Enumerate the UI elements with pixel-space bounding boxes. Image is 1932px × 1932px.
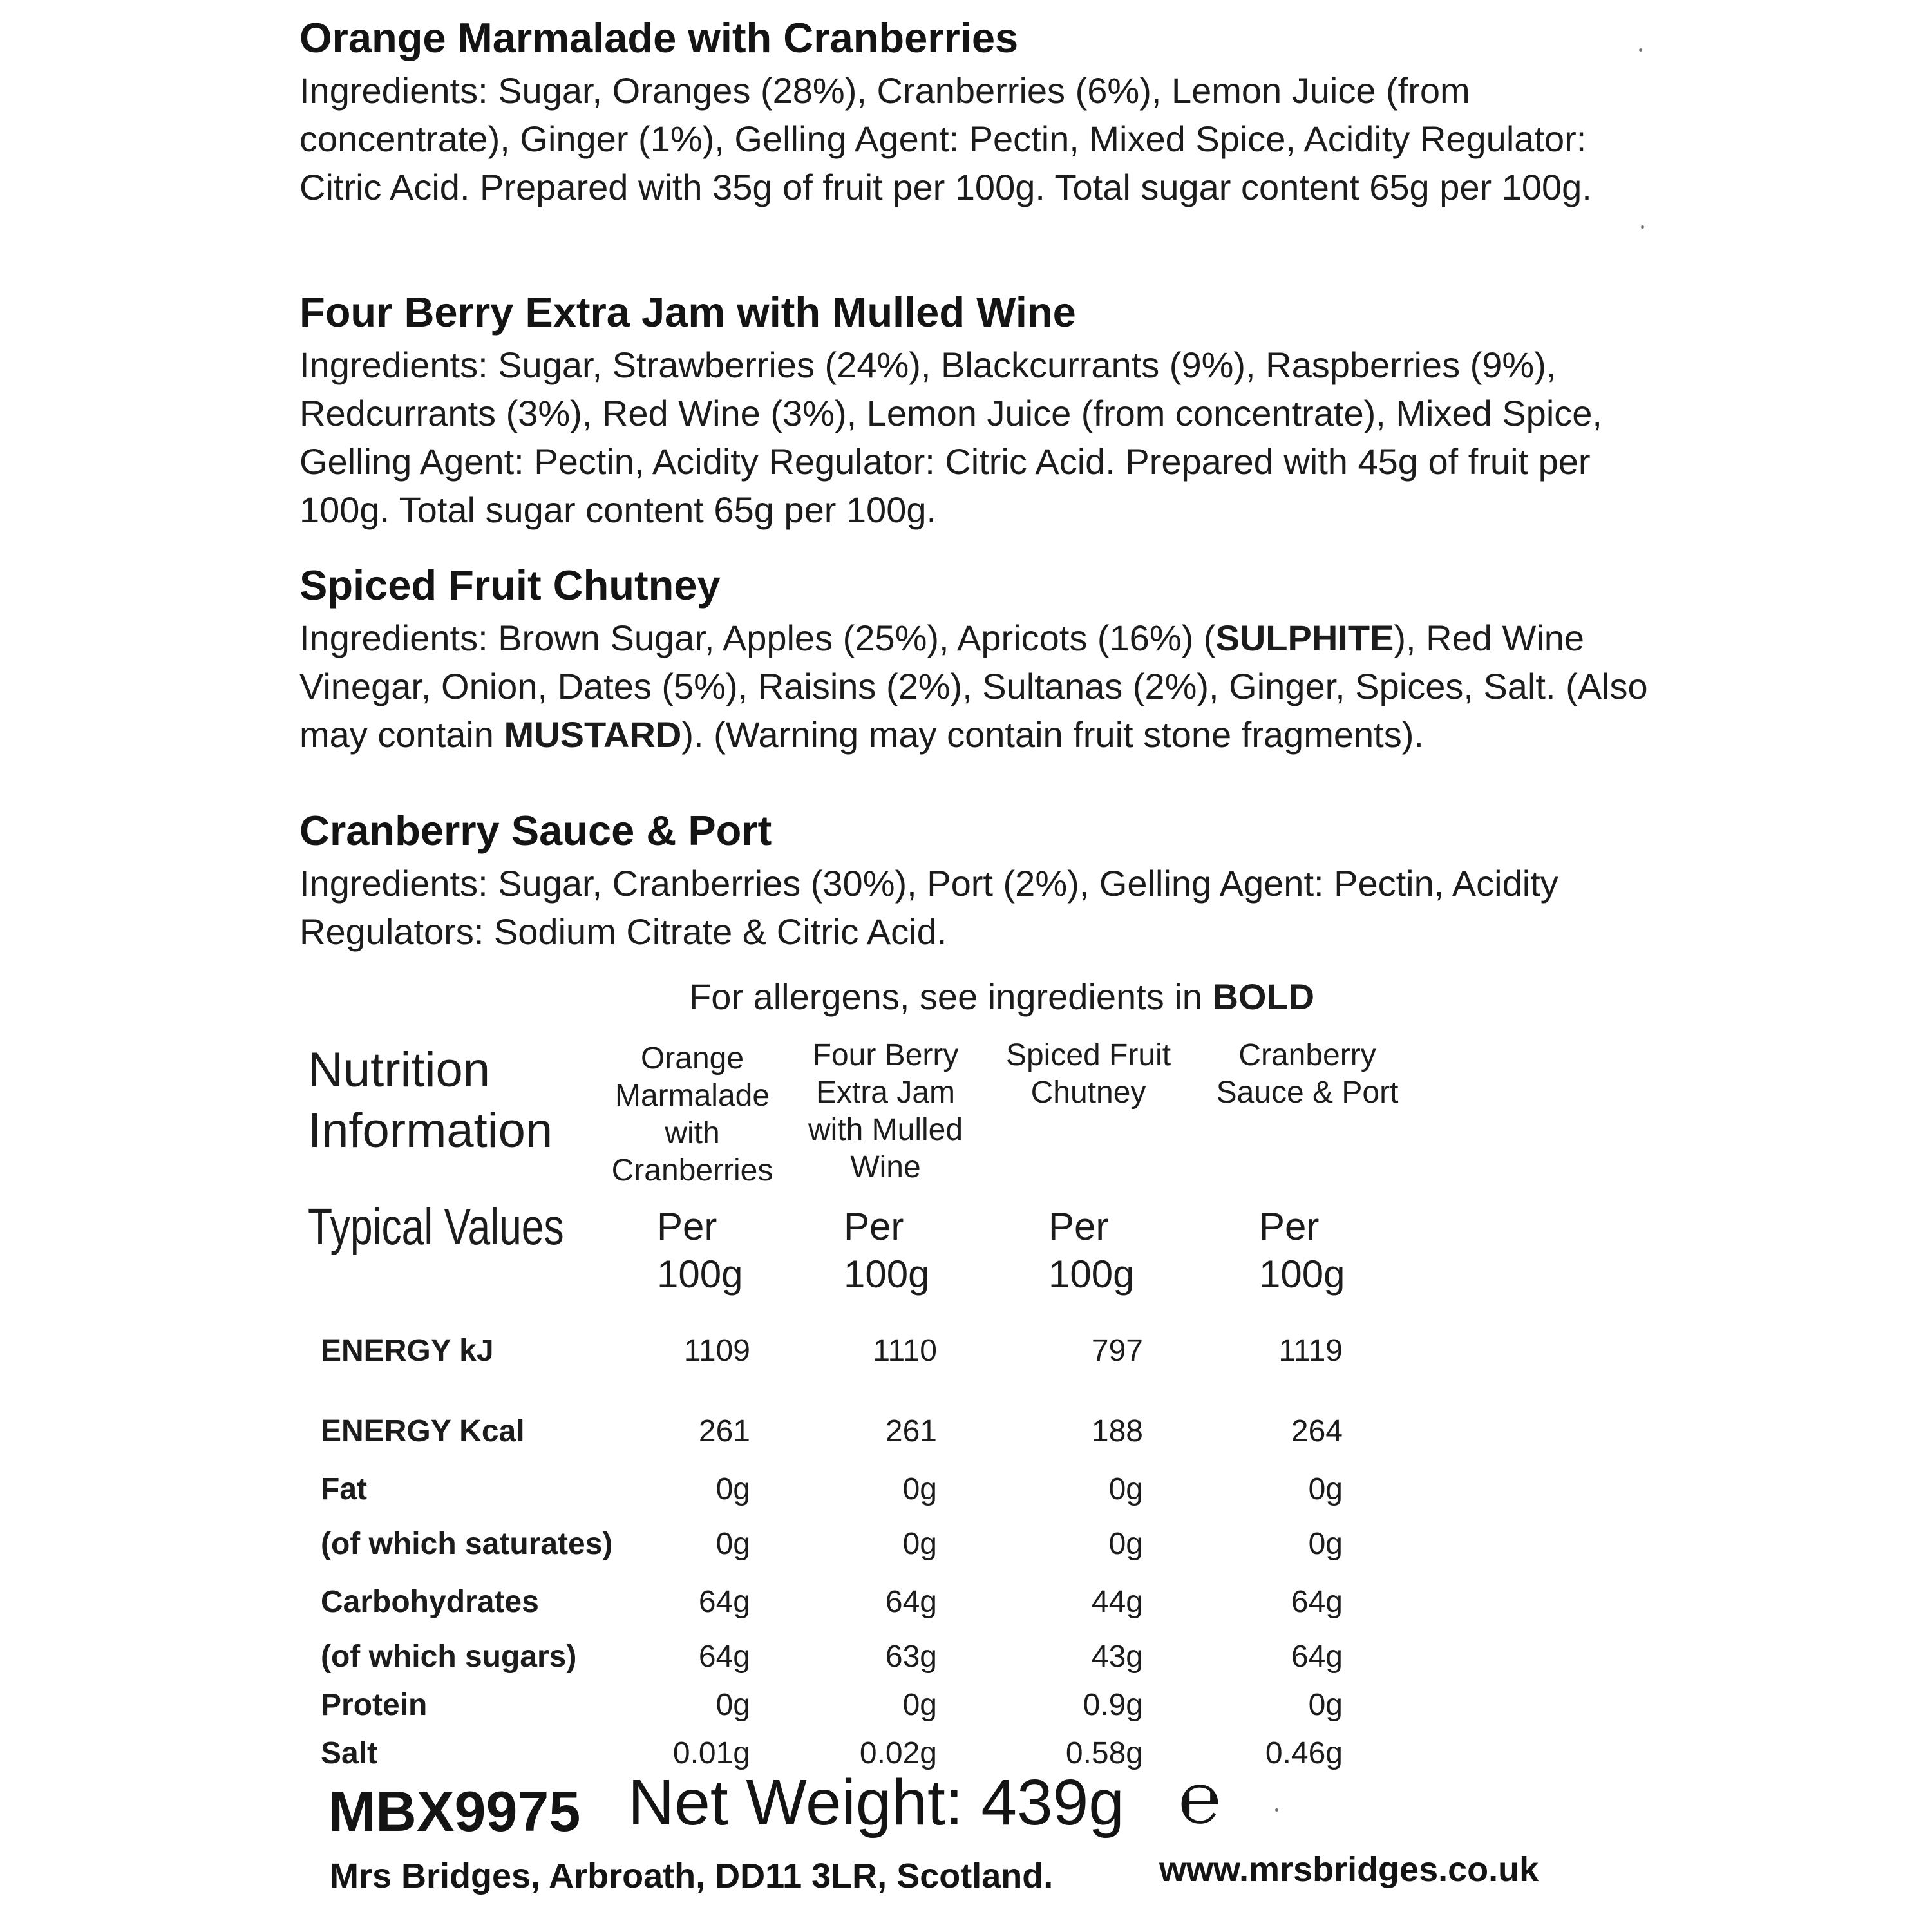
nutrition-value-cell: 1110	[873, 1334, 937, 1368]
product-section-spiced-fruit-chutney	[299, 562, 1652, 759]
column-header-line: Chutney	[1030, 1075, 1146, 1110]
nutrition-value-cell: 264	[1291, 1414, 1343, 1448]
allergen-note	[689, 976, 1314, 1018]
product-title: Cranberry Sauce & Port	[299, 807, 772, 854]
nutrition-value-cell: 797	[1091, 1334, 1143, 1368]
ingredients-text	[299, 341, 1652, 534]
per-100g-col2	[844, 1203, 929, 1298]
website-url: www.mrsbridges.co.uk	[1159, 1850, 1539, 1889]
ingredients-segment: Ingredients: Brown Sugar, Apples (25%), Apricots (16%) (	[299, 617, 1216, 658]
ingredients-segment: Ingredients: Sugar, Cranberries (30%), Port (2%), Gelling Agent: Pectin, Acidity Regulators: Sodium Citrate & Citric Acid.	[299, 862, 1558, 952]
nutrition-value-cell: 0.46g	[1265, 1736, 1343, 1770]
typical-values-label: Typical Values	[308, 1198, 564, 1255]
nutrition-row-label: ENERGY Kcal	[321, 1414, 525, 1448]
nutrition-heading-line1: Nutrition	[308, 1043, 490, 1097]
column-header-orange-marmalade	[599, 1040, 786, 1189]
column-header-spiced-fruit	[992, 1037, 1185, 1112]
ingredients-text	[299, 66, 1652, 211]
nutrition-value-cell: 0.01g	[672, 1736, 750, 1770]
per-label: Per	[844, 1205, 904, 1248]
product-title: Four Berry Extra Jam with Mulled Wine	[299, 289, 1076, 336]
scan-speck	[1641, 225, 1644, 229]
product-title: Spiced Fruit Chutney	[299, 562, 721, 609]
nutrition-value-cell: 64g	[1291, 1640, 1343, 1674]
nutrition-value-cell: 0g	[1308, 1472, 1343, 1506]
per-100g-col4	[1259, 1203, 1345, 1298]
ingredients-segment: Ingredients: Sugar, Oranges (28%), Cranberries (6%), Lemon Juice (from concentrate), Ginger (1%), Gelling Agent: Pectin, Mixed Spice, Acidity Regulator: Citric Acid. Prepared with 35g of fruit per 100g. Total sugar content 65g per 100g.	[299, 70, 1592, 207]
nutrition-value-cell: 261	[698, 1414, 750, 1448]
column-header-line: Cranberries	[611, 1153, 773, 1188]
column-header-line: with Mulled	[808, 1113, 963, 1147]
nutrition-value-cell: 0g	[715, 1472, 750, 1506]
column-header-line: Wine	[850, 1150, 921, 1184]
nutrition-value-cell: 0g	[1108, 1472, 1143, 1506]
ingredients-text	[299, 614, 1652, 759]
nutrition-value-cell: 0.02g	[859, 1736, 937, 1770]
nutrition-heading-line2: Information	[308, 1103, 553, 1158]
nutrition-row-label: ENERGY kJ	[321, 1334, 494, 1368]
nutrition-value-cell: 0g	[1108, 1527, 1143, 1561]
nutrition-heading	[308, 1040, 604, 1161]
per-label: Per	[657, 1205, 717, 1248]
per-100g-col3	[1048, 1203, 1134, 1298]
product-section-orange-marmalade	[299, 14, 1652, 211]
nutrition-row-label: Protein	[321, 1688, 428, 1722]
product-code: MBX9975	[328, 1779, 581, 1843]
nutrition-value-cell: 64g	[698, 1640, 750, 1674]
product-section-cranberry-sauce-port	[299, 807, 1652, 956]
nutrition-row-label: Salt	[321, 1736, 378, 1770]
nutrition-value-cell: 0.9g	[1083, 1688, 1143, 1722]
nutrition-value-cell: 0.58g	[1065, 1736, 1143, 1770]
nutrition-value-cell: 63g	[885, 1640, 937, 1674]
nutrition-row-label: Carbohydrates	[321, 1585, 539, 1619]
ingredients-text	[299, 859, 1652, 956]
per-unit: 100g	[1259, 1253, 1345, 1296]
allergen-highlight: MUSTARD	[504, 714, 682, 755]
per-unit: 100g	[844, 1253, 930, 1296]
column-header-line: Cranberry	[1238, 1038, 1376, 1072]
net-weight: Net Weight: 439g	[628, 1766, 1124, 1839]
allergen-note-bold: BOLD	[1212, 976, 1315, 1017]
nutrition-value-cell: 44g	[1091, 1585, 1143, 1619]
allergen-highlight: SULPHITE	[1215, 617, 1394, 658]
estimated-sign-icon: ℮	[1179, 1759, 1222, 1838]
nutrition-value-cell: 1109	[683, 1334, 750, 1368]
nutrition-value-cell: 43g	[1091, 1640, 1143, 1674]
column-header-cranberry-sauce	[1204, 1037, 1410, 1112]
ingredients-segment: ), Red Wine Vinegar, Onion, Dates (5%), Raisins (2%), Sultanas (2%), Ginger, Spices, Salt. (Also may contain	[299, 617, 1648, 755]
nutrition-value-cell: 0g	[902, 1472, 937, 1506]
scan-speck	[1639, 48, 1642, 52]
column-header-line: with	[665, 1116, 720, 1150]
per-label: Per	[1048, 1205, 1109, 1248]
nutrition-value-cell: 0g	[715, 1688, 750, 1722]
column-header-line: Sauce & Port	[1216, 1075, 1399, 1110]
ingredients-segment: ). (Warning may contain fruit stone fragments).	[681, 714, 1424, 755]
nutrition-value-cell: 0g	[902, 1527, 937, 1561]
nutrition-value-cell: 0g	[1308, 1688, 1343, 1722]
column-header-line: Orange	[640, 1041, 744, 1075]
scan-speck	[1275, 1808, 1278, 1812]
nutrition-row-label: (of which saturates)	[321, 1527, 613, 1561]
nutrition-value-cell: 1119	[1278, 1334, 1343, 1368]
column-header-line: Spiced Fruit	[1005, 1038, 1171, 1072]
nutrition-row-label: (of which sugars)	[321, 1640, 577, 1674]
nutrition-value-cell: 188	[1091, 1414, 1143, 1448]
nutrition-value-cell: 64g	[698, 1585, 750, 1619]
per-unit: 100g	[657, 1253, 743, 1296]
per-label: Per	[1259, 1205, 1320, 1248]
column-header-line: Marmalade	[614, 1079, 770, 1113]
product-title: Orange Marmalade with Cranberries	[299, 14, 1019, 61]
company-address: Mrs Bridges, Arbroath, DD11 3LR, Scotland.	[330, 1857, 1054, 1895]
column-header-four-berry	[792, 1037, 979, 1186]
nutrition-value-cell: 64g	[1291, 1585, 1343, 1619]
ingredients-segment: Ingredients: Sugar, Strawberries (24%), Blackcurrants (9%), Raspberries (9%), Redcurrants (3%), Red Wine (3%), Lemon Juice (from concentrate), Mixed Spice, Gelling Agent: Pectin, Acidity Regulator: Citric Acid. Prepared with 45g of fruit per 100g. Total sugar content 65g per 100g.	[299, 344, 1602, 530]
product-section-four-berry-jam	[299, 289, 1652, 534]
per-100g-col1	[657, 1203, 743, 1298]
nutrition-value-cell: 0g	[715, 1527, 750, 1561]
nutrition-value-cell: 64g	[885, 1585, 937, 1619]
nutrition-row-label: Fat	[321, 1472, 367, 1506]
allergen-note-text: For allergens, see ingredients in	[689, 976, 1213, 1017]
column-header-line: Four Berry	[812, 1038, 959, 1072]
nutrition-value-cell: 0g	[1308, 1527, 1343, 1561]
per-unit: 100g	[1048, 1253, 1135, 1296]
nutrition-value-cell: 0g	[902, 1688, 937, 1722]
column-header-line: Extra Jam	[815, 1075, 956, 1110]
nutrition-value-cell: 261	[885, 1414, 937, 1448]
